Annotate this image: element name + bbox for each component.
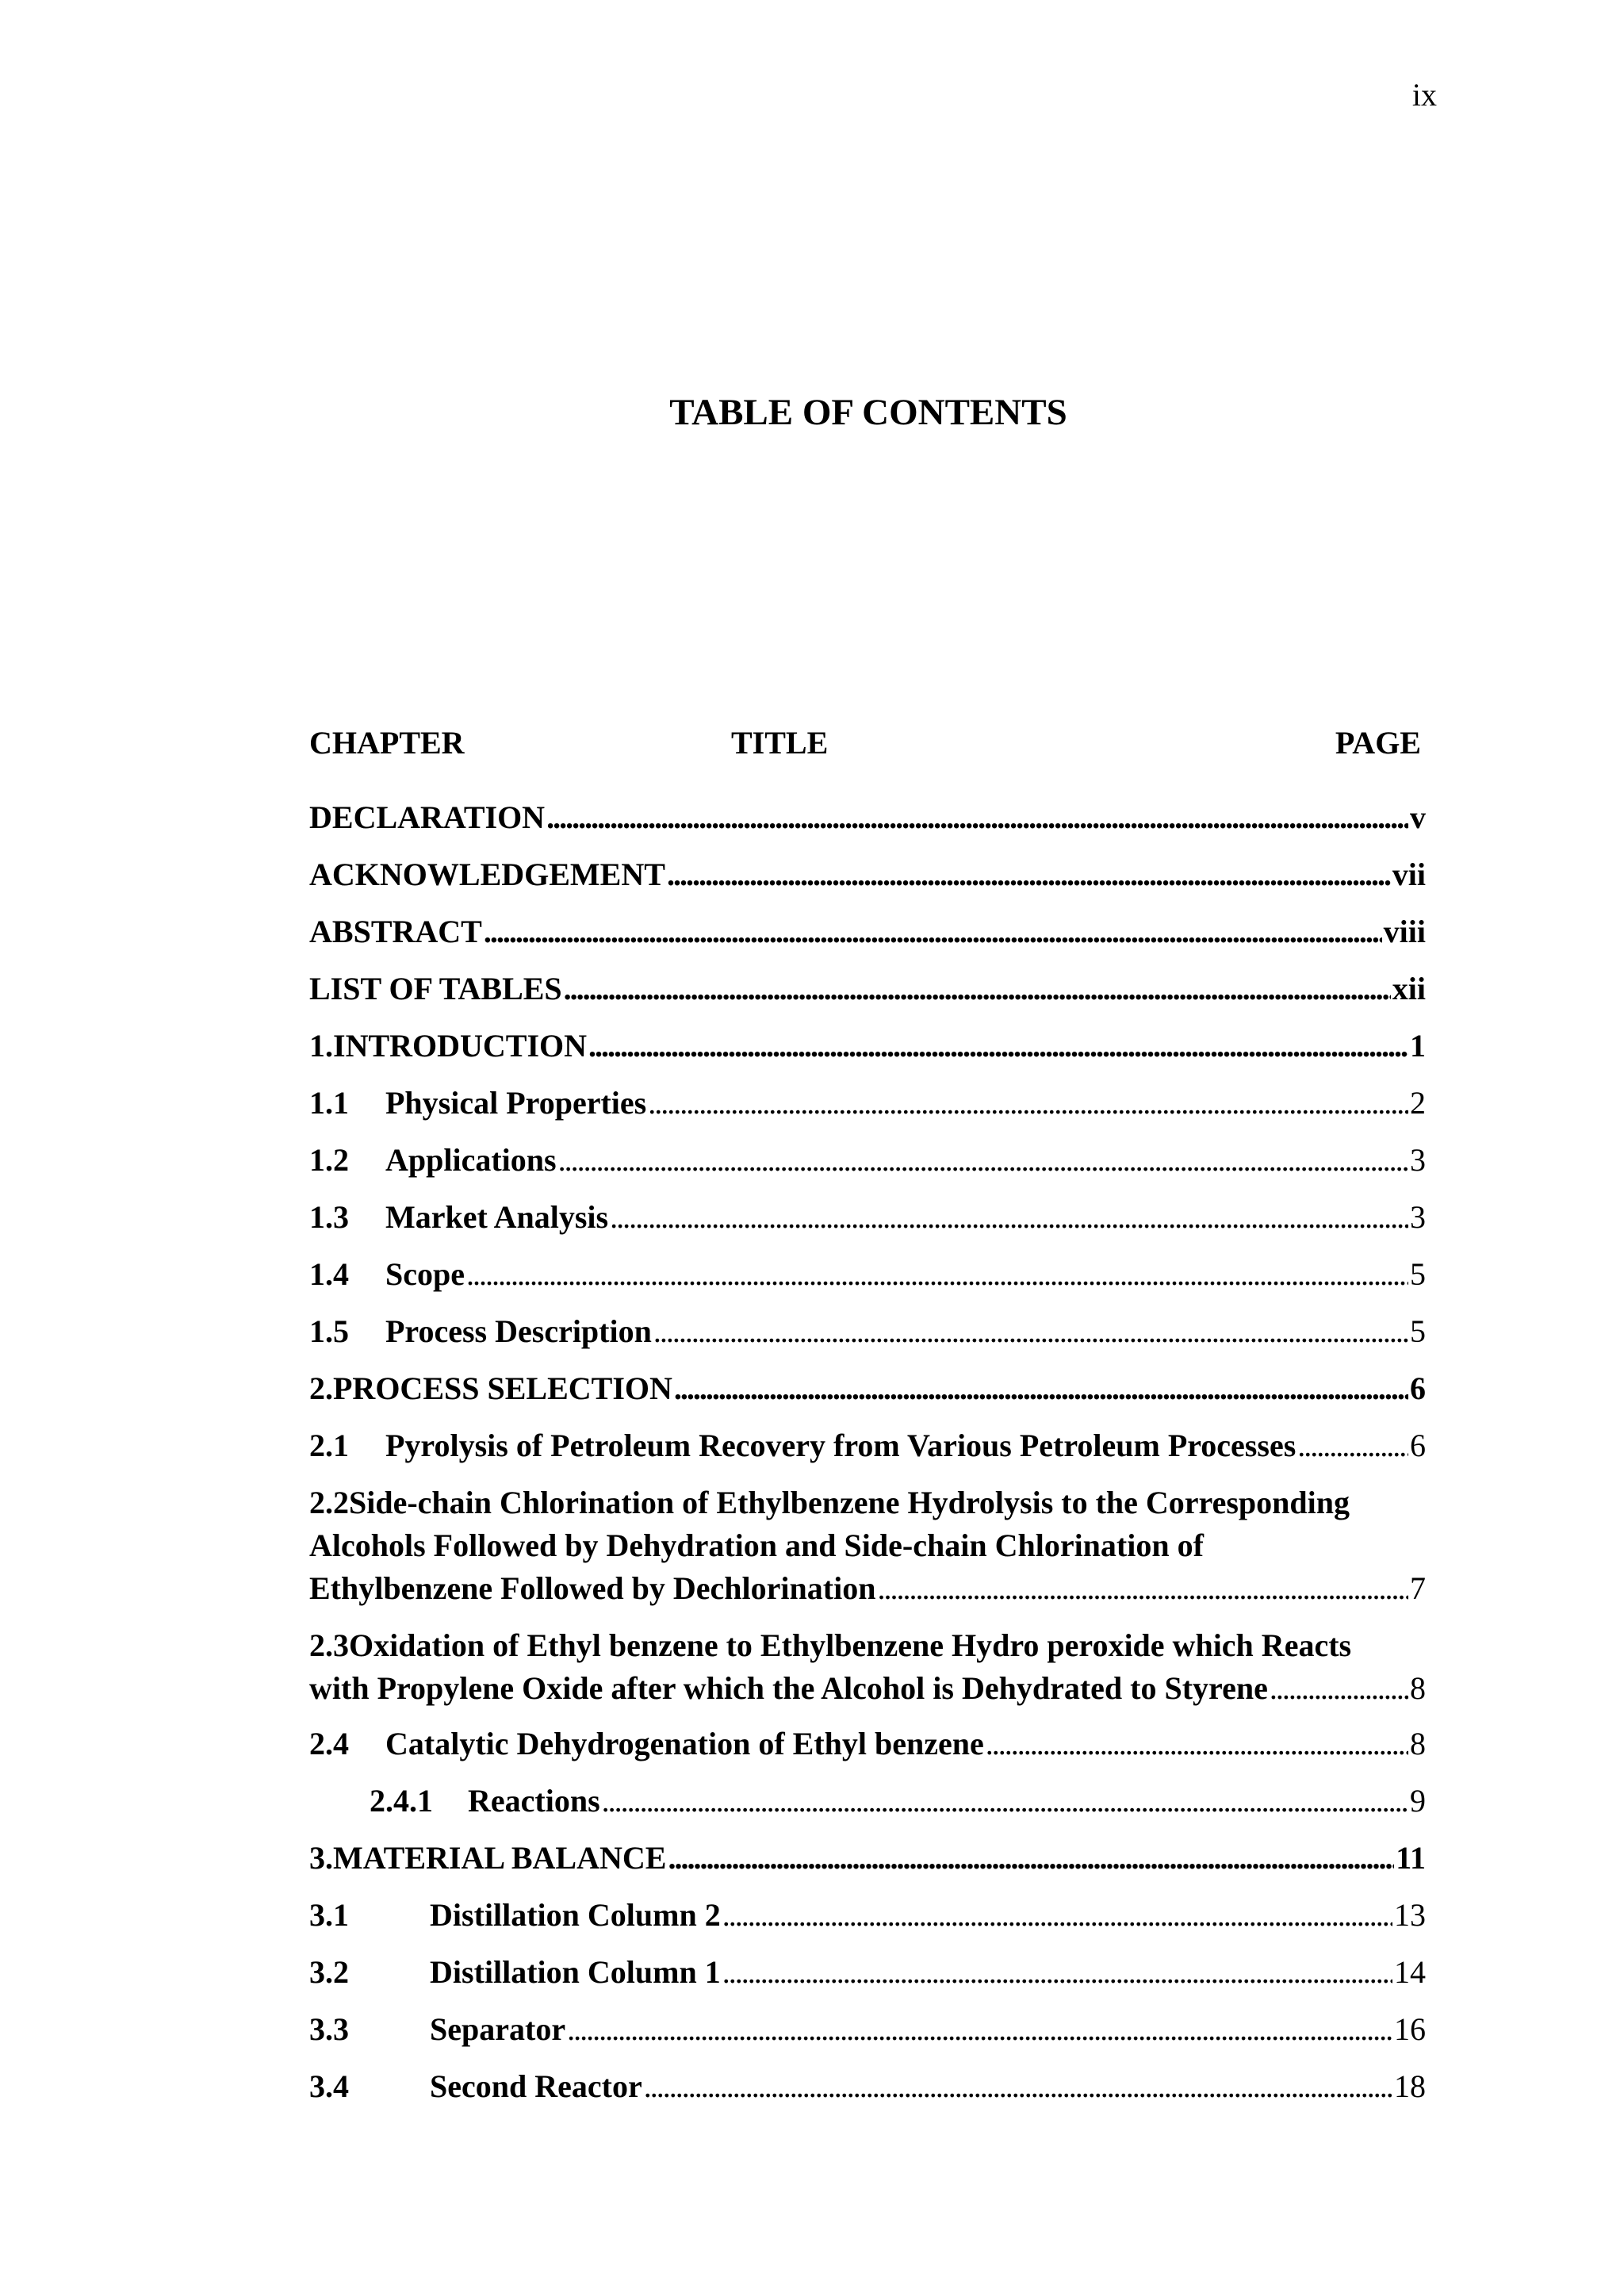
toc-entry-label: ABSTRACT bbox=[309, 914, 482, 949]
dot-leader bbox=[1297, 1424, 1408, 1467]
toc-entry-label: Market Analysis bbox=[385, 1199, 609, 1235]
toc-entry-label: ACKNOWLEDGEMENT bbox=[309, 857, 665, 892]
toc-entry-2-2[interactable] bbox=[309, 1481, 1426, 1610]
dot-leader bbox=[674, 1367, 1408, 1410]
toc-entry-1-2[interactable] bbox=[309, 1139, 1426, 1182]
toc-entry-page: 1 bbox=[1410, 1028, 1426, 1064]
toc-entry-number: 1.4 bbox=[309, 1256, 349, 1292]
column-headers bbox=[309, 723, 1421, 763]
chapter-header: CHAPTER bbox=[309, 725, 465, 761]
toc-entry-page: vii bbox=[1392, 857, 1426, 892]
toc-entry-page: 3 bbox=[1410, 1142, 1426, 1178]
toc-entry-page: 8 bbox=[1410, 1726, 1426, 1761]
toc-entry-label: Side-chain Chlorination of Ethylbenzene Hydrolysis to the Corresponding bbox=[349, 1485, 1350, 1520]
dot-leader bbox=[667, 853, 1391, 896]
dot-leader bbox=[877, 1567, 1408, 1610]
dot-leader bbox=[644, 2065, 1392, 2108]
toc-entry-2-1[interactable] bbox=[309, 1424, 1426, 1467]
toc-entry-acknowledgement[interactable] bbox=[309, 853, 1426, 896]
toc-entry-number: 3.3 bbox=[309, 2011, 349, 2047]
page-header: PAGE bbox=[1335, 725, 1421, 761]
toc-entry-number: 2.4.1 bbox=[370, 1783, 433, 1819]
toc-entry-line: Alcohols Followed by Dehydration and Side-chain Chlorination of bbox=[309, 1527, 1204, 1563]
toc-entry-label: 2.PROCESS SELECTION bbox=[309, 1370, 672, 1406]
dot-leader bbox=[546, 796, 1408, 839]
toc-entry-2-4-1[interactable] bbox=[309, 1780, 1426, 1823]
toc-entry-2-4[interactable] bbox=[309, 1723, 1426, 1765]
toc-entry-abstract[interactable] bbox=[309, 910, 1426, 953]
toc-entry-page: 8 bbox=[1410, 1670, 1426, 1706]
toc-entry-label: LIST OF TABLES bbox=[309, 971, 562, 1006]
toc-entry-1-4[interactable] bbox=[309, 1253, 1426, 1296]
dot-leader bbox=[602, 1780, 1408, 1823]
toc-entry-label: Separator bbox=[430, 2011, 566, 2047]
toc-entry-label: Oxidation of Ethyl benzene to Ethylbenzene Hydro peroxide which Reacts bbox=[349, 1627, 1352, 1663]
toc-entry-label: Reactions bbox=[468, 1783, 600, 1819]
toc-entry-line bbox=[309, 1481, 1426, 1524]
toc-entry-page: 13 bbox=[1394, 1897, 1426, 1933]
toc-entry-3-4[interactable] bbox=[309, 2065, 1426, 2108]
dot-leader bbox=[1270, 1667, 1408, 1710]
toc-entry-3-2[interactable] bbox=[309, 1951, 1426, 1994]
toc-entry-label: 3.MATERIAL BALANCE bbox=[309, 1840, 667, 1876]
toc-entry-label: Second Reactor bbox=[430, 2068, 642, 2104]
toc-entry-label: Distillation Column 1 bbox=[430, 1954, 721, 1990]
toc-entry-label: Process Description bbox=[385, 1313, 652, 1349]
toc-entry-3-1[interactable] bbox=[309, 1894, 1426, 1937]
toc-entry-number: 1.5 bbox=[309, 1313, 349, 1349]
toc-entry-number: 3.2 bbox=[309, 1954, 349, 1990]
toc-entry-label: Pyrolysis of Petroleum Recovery from Various Petroleum Processes bbox=[385, 1428, 1297, 1463]
toc-entry-page: 6 bbox=[1410, 1428, 1426, 1463]
toc-entry-label: Physical Properties bbox=[385, 1085, 647, 1121]
toc-entry-label: Catalytic Dehydrogenation of Ethyl benzene bbox=[385, 1726, 984, 1761]
toc-entry-number: 1.1 bbox=[309, 1085, 349, 1121]
toc-entry-page: 5 bbox=[1410, 1313, 1426, 1349]
toc-entry-label: DECLARATION bbox=[309, 799, 546, 835]
toc-entry-page: 2 bbox=[1410, 1085, 1426, 1121]
dot-leader bbox=[588, 1025, 1408, 1068]
dot-leader bbox=[567, 2008, 1392, 2051]
toc-entry-list-of-tables[interactable] bbox=[309, 968, 1426, 1010]
toc-entry-2-3[interactable] bbox=[309, 1624, 1426, 1710]
dot-leader bbox=[986, 1723, 1408, 1765]
toc-entry-page: v bbox=[1410, 799, 1426, 835]
dot-leader bbox=[610, 1196, 1408, 1239]
dot-leader bbox=[722, 1951, 1392, 1994]
toc-entry-1-5[interactable] bbox=[309, 1310, 1426, 1353]
toc-entry-page: 11 bbox=[1396, 1840, 1426, 1876]
toc-entry-label: Scope bbox=[385, 1256, 465, 1292]
toc-entry-page: 5 bbox=[1410, 1256, 1426, 1292]
toc-entry-1-3[interactable] bbox=[309, 1196, 1426, 1239]
toc-entry-number: 1.3 bbox=[309, 1199, 349, 1235]
toc-entry-process-selection[interactable] bbox=[309, 1367, 1426, 1410]
toc-entry-page: xii bbox=[1392, 971, 1426, 1006]
toc-entry-3-3[interactable] bbox=[309, 2008, 1426, 2051]
toc-entry-page: 7 bbox=[1410, 1570, 1426, 1606]
toc-entry-label: Distillation Column 2 bbox=[430, 1897, 721, 1933]
toc-entry-number: 2.2 bbox=[309, 1485, 349, 1520]
toc-entry-declaration[interactable] bbox=[309, 796, 1426, 839]
toc-entry-number: 3.4 bbox=[309, 2068, 349, 2104]
dot-leader bbox=[653, 1310, 1408, 1353]
toc-entry-page: 9 bbox=[1410, 1783, 1426, 1819]
toc-entry-line bbox=[309, 1624, 1426, 1667]
dot-leader bbox=[466, 1253, 1408, 1296]
toc-entry-1-1[interactable] bbox=[309, 1082, 1426, 1125]
toc-entry-number: 2.3 bbox=[309, 1627, 349, 1663]
toc-entry-label: with Propylene Oxide after which the Alcohol is Dehydrated to Styrene bbox=[309, 1670, 1268, 1706]
title-header: TITLE bbox=[731, 725, 829, 761]
dot-leader bbox=[564, 968, 1391, 1010]
toc-entry-page: 16 bbox=[1394, 2011, 1426, 2047]
toc-entry-number: 2.1 bbox=[309, 1428, 349, 1463]
dot-leader bbox=[722, 1894, 1392, 1937]
dot-leader bbox=[484, 910, 1382, 953]
toc-entry-page: 6 bbox=[1410, 1370, 1426, 1406]
toc-entry-label: Ethylbenzene Followed by Dechlorination bbox=[309, 1570, 876, 1606]
toc-entry-page: viii bbox=[1383, 914, 1426, 949]
toc-entry-number: 3.1 bbox=[309, 1897, 349, 1933]
page-number: ix bbox=[1411, 77, 1437, 113]
toc-entry-page: 18 bbox=[1394, 2068, 1426, 2104]
dot-leader bbox=[558, 1139, 1408, 1182]
dot-leader bbox=[648, 1082, 1408, 1125]
toc-entry-page: 3 bbox=[1410, 1199, 1426, 1235]
toc-entry-number: 2.4 bbox=[309, 1726, 349, 1761]
toc-entry-label: 1.INTRODUCTION bbox=[309, 1028, 588, 1064]
page-title: TABLE OF CONTENTS bbox=[669, 392, 1067, 433]
toc-entry-material-balance[interactable] bbox=[309, 1837, 1426, 1880]
toc-entry-introduction[interactable] bbox=[309, 1025, 1426, 1068]
toc-entry-number: 1.2 bbox=[309, 1142, 349, 1178]
toc-entry-page: 14 bbox=[1394, 1954, 1426, 1990]
dot-leader bbox=[668, 1837, 1394, 1880]
toc-entry-label: Applications bbox=[385, 1142, 557, 1178]
